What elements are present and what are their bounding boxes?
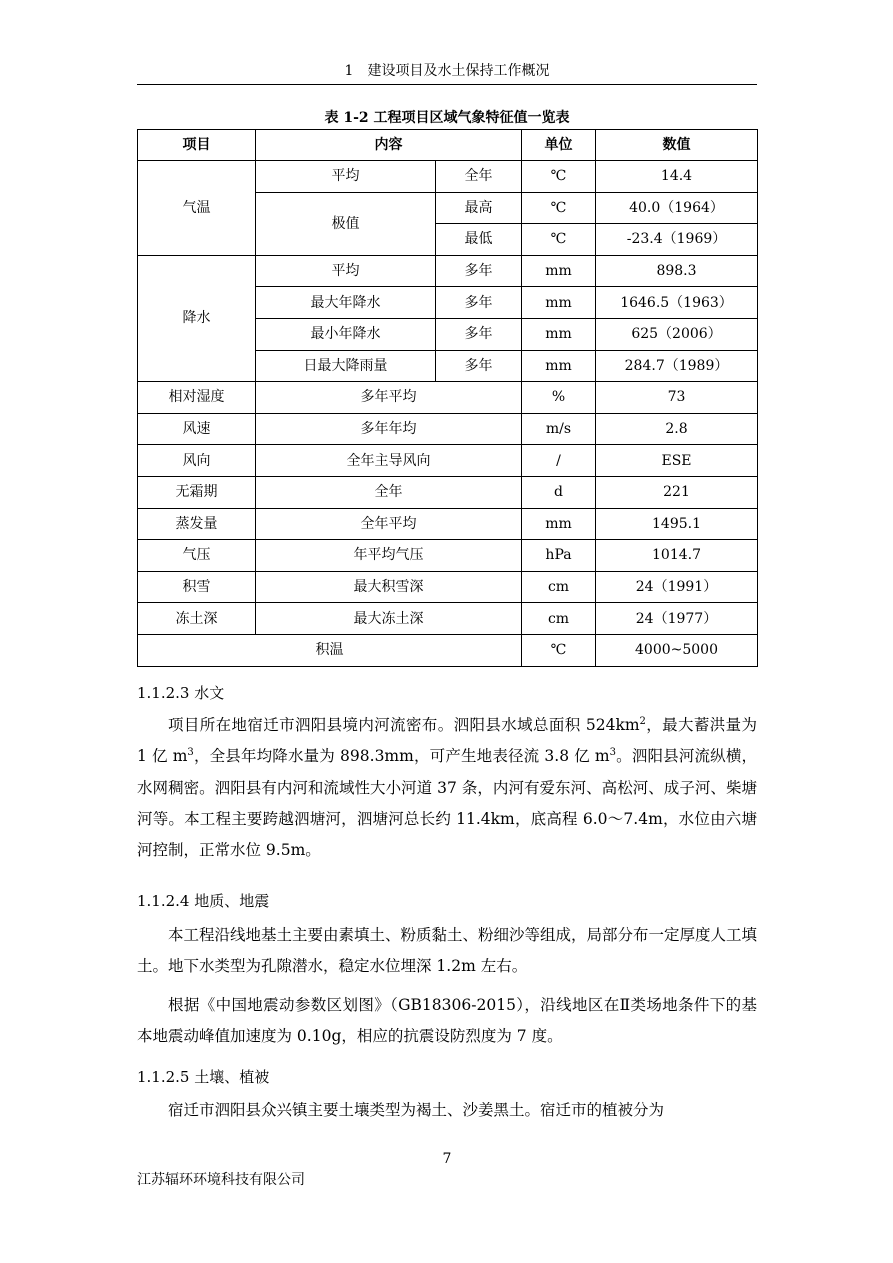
cell-value: 24（1991） <box>596 571 758 603</box>
cell-value: 898.3 <box>596 255 758 287</box>
cell-sub: 多年 <box>436 318 522 350</box>
cell-value: 1646.5（1963） <box>596 287 758 319</box>
cell-content: 多年平均 <box>256 382 522 414</box>
cell-sub: 多年 <box>436 255 522 287</box>
cell-unit: hPa <box>522 540 596 572</box>
cell-content: 最大积雪深 <box>256 571 522 603</box>
cell-unit: ℃ <box>522 161 596 193</box>
cell-content: 多年年均 <box>256 413 522 445</box>
column-header-value: 数值 <box>596 130 758 161</box>
cell-content: 平均 <box>256 161 436 193</box>
cell-content: 极值 <box>256 192 436 255</box>
cell-content: 全年主导风向 <box>256 445 522 477</box>
paragraph-hydrology <box>137 710 757 866</box>
superscript: 3 <box>187 747 194 759</box>
cell-content: 最大年降水 <box>256 287 436 319</box>
text-run: ，全县年均降水量为 898.3mm，可产生地表径流 3.8 亿 m <box>193 747 610 766</box>
paragraph-soil: 宿迁市泗阳县众兴镇主要土壤类型为褐土、沙姜黑土。宿迁市的植被分为 <box>168 1101 665 1119</box>
row-item: 风速 <box>138 413 256 445</box>
text-run: 项目所在地宿迁市泗阳县境内河流密布。泗阳县水域总面积 524km <box>168 716 640 734</box>
cell-value: 24（1977） <box>596 603 758 635</box>
cell-unit: mm <box>522 350 596 382</box>
column-header-item: 项目 <box>138 130 256 161</box>
superscript: 2 <box>639 715 646 727</box>
row-item-temperature: 气温 <box>138 161 256 256</box>
paragraph-geology-1: 本工程沿线地基土主要由素填土、粉质黏土、粉细沙等组成，局部分布一定厚度人工填土。地下水类型为孔隙潜水，稳定水位埋深 1.2m 左右。 <box>137 926 758 976</box>
cell-sub: 多年 <box>436 350 522 382</box>
cell-unit: d <box>522 476 596 508</box>
text-run: ，最大蓄洪量为 1 亿 m <box>137 716 757 766</box>
row-item: 冻土深 <box>138 603 256 635</box>
table-row <box>138 508 758 540</box>
table-row <box>138 634 758 666</box>
cell-unit: cm <box>522 603 596 635</box>
cell-value: ESE <box>596 445 758 477</box>
text-run: 。泗阳县河流纵横，水网稠密。泗阳县有内河和流域性大小河道 37 条，内河有爱东河、高松河、成子河、柴塘河等。本工程主要跨越泗塘河，泗塘河总长约 11.4km，底高程 6.0～7.4m，水位由六塘河控制，正常水位 9.5m。 <box>137 747 757 860</box>
table-row <box>138 603 758 635</box>
table-caption: 表 1-2 工程项目区域气象特征值一览表 <box>324 110 570 126</box>
cell-unit: % <box>522 382 596 414</box>
cell-content: 日最大降雨量 <box>256 350 436 382</box>
cell-value: 1014.7 <box>596 540 758 572</box>
cell-value: -23.4（1969） <box>596 224 758 256</box>
paragraph-geology-2: 根据《中国地震动参数区划图》（GB18306-2015），沿线地区在Ⅱ类场地条件下的基本地震动峰值加速度为 0.10g，相应的抗震设防烈度为 7 度。 <box>137 996 757 1046</box>
table-row <box>138 445 758 477</box>
column-header-content: 内容 <box>256 130 522 161</box>
cell-unit: mm <box>522 508 596 540</box>
cell-unit: ℃ <box>522 634 596 666</box>
table-row <box>138 413 758 445</box>
cell-content: 年平均气压 <box>256 540 522 572</box>
section-heading-geology: 1.1.2.4 地质、地震 <box>137 892 270 910</box>
cell-content: 平均 <box>256 255 436 287</box>
cell-unit: / <box>522 445 596 477</box>
cell-value: 1495.1 <box>596 508 758 540</box>
cell-sub: 多年 <box>436 287 522 319</box>
cell-unit: m/s <box>522 413 596 445</box>
cell-content: 全年 <box>256 476 522 508</box>
row-item: 无霜期 <box>138 476 256 508</box>
table-row <box>138 571 758 603</box>
row-item-precipitation: 降水 <box>138 255 256 381</box>
cell-sub: 全年 <box>436 161 522 193</box>
cell-content: 全年平均 <box>256 508 522 540</box>
table-row <box>138 255 758 287</box>
cell-content: 最小年降水 <box>256 318 436 350</box>
row-item: 相对湿度 <box>138 382 256 414</box>
table-row <box>138 540 758 572</box>
table-row <box>138 382 758 414</box>
row-item: 积温 <box>138 634 522 666</box>
section-heading-soil: 1.1.2.5 土壤、植被 <box>137 1068 270 1086</box>
table-row <box>138 161 758 193</box>
cell-value: 40.0（1964） <box>596 192 758 224</box>
cell-unit: cm <box>522 571 596 603</box>
cell-unit: mm <box>522 287 596 319</box>
cell-unit: mm <box>522 318 596 350</box>
running-header: 1 建设项目及水土保持工作概况 <box>344 63 550 79</box>
column-header-unit: 单位 <box>522 130 596 161</box>
superscript: 3 <box>609 747 616 759</box>
row-item: 蒸发量 <box>138 508 256 540</box>
cell-value: 14.4 <box>596 161 758 193</box>
row-item: 积雪 <box>138 571 256 603</box>
cell-sub: 最低 <box>436 224 522 256</box>
table-header-row <box>138 130 758 161</box>
footer-company: 江苏辐环环境科技有限公司 <box>137 1172 305 1188</box>
cell-content: 最大冻土深 <box>256 603 522 635</box>
table-row <box>138 476 758 508</box>
cell-sub: 最高 <box>436 192 522 224</box>
meteorology-table <box>137 129 758 667</box>
cell-unit: ℃ <box>522 224 596 256</box>
cell-unit: ℃ <box>522 192 596 224</box>
section-heading-hydrology: 1.1.2.3 水文 <box>137 684 225 702</box>
cell-value: 284.7（1989） <box>596 350 758 382</box>
cell-value: 221 <box>596 476 758 508</box>
header-rule <box>137 84 757 85</box>
row-item: 风向 <box>138 445 256 477</box>
cell-value: 625（2006） <box>596 318 758 350</box>
cell-value: 73 <box>596 382 758 414</box>
page-number: 7 <box>442 1151 452 1167</box>
cell-value: 4000~5000 <box>596 634 758 666</box>
cell-value: 2.8 <box>596 413 758 445</box>
row-item: 气压 <box>138 540 256 572</box>
cell-unit: mm <box>522 255 596 287</box>
